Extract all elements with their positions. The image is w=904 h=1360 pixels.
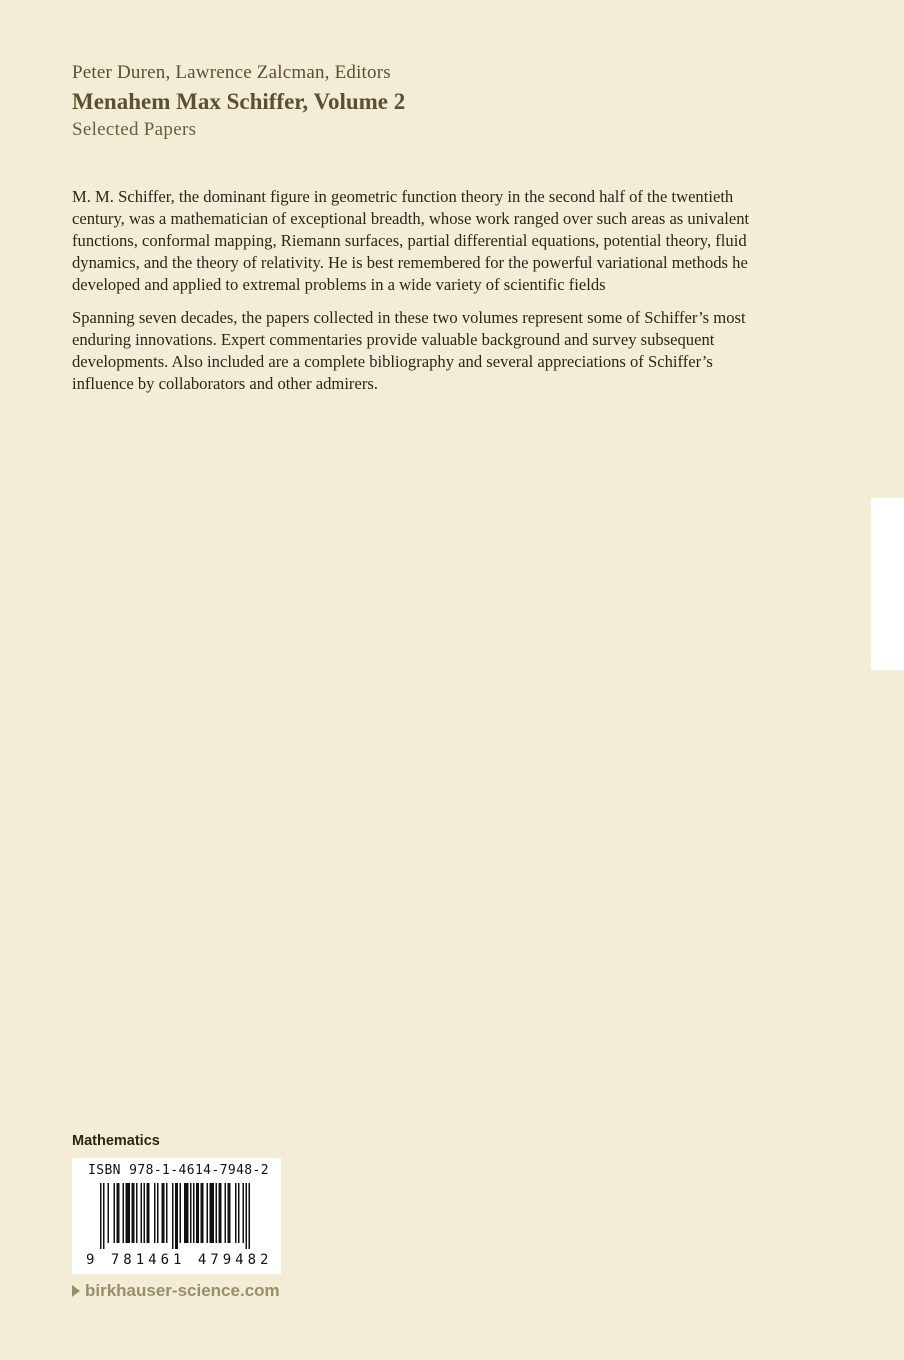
- barcode-bar: [108, 1183, 110, 1243]
- barcode-bar: [207, 1183, 209, 1243]
- barcode-bar: [249, 1183, 251, 1249]
- barcode-bar: [180, 1183, 182, 1243]
- barcode-bar: [126, 1183, 131, 1243]
- book-title: Menahem Max Schiffer, Volume 2: [72, 89, 406, 114]
- barcode: [100, 1183, 268, 1249]
- barcode-bar: [157, 1183, 159, 1243]
- subject-label: Mathematics: [72, 1133, 160, 1149]
- barcode-bar: [219, 1183, 222, 1243]
- barcode-bar: [216, 1183, 218, 1243]
- barcode-bar: [123, 1183, 125, 1243]
- description-paragraph: M. M. Schiffer, the dominant figure in geometric function theory in the second half of the twentieth century, was a mathematician of exceptional breadth, whose work ranged over such areas as univalent functions, conformal mapping, Riemann surfaces, partial differential equations, potential theory, fluid dynamics, and the theory of relativity. He is best remembered for the powerful variational methods he developed and applied to extremal problems in a wide variety of scientific fields: [72, 187, 750, 294]
- publisher-url: birkhauser-science.com: [85, 1281, 280, 1300]
- barcode-bar: [228, 1183, 231, 1243]
- barcode-bar: [100, 1183, 102, 1249]
- barcode-bar: [162, 1183, 165, 1243]
- publisher-link[interactable]: [72, 1281, 280, 1301]
- barcode-bar: [154, 1183, 156, 1243]
- barcode-bar: [103, 1183, 105, 1249]
- book-subtitle: Selected Papers: [72, 119, 197, 140]
- barcode-bar: [246, 1183, 248, 1249]
- barcode-bar: [117, 1183, 120, 1243]
- barcode-bar: [235, 1183, 237, 1243]
- barcode-bar: [114, 1183, 116, 1243]
- barcode-bar: [238, 1183, 240, 1243]
- barcode-bar: [243, 1183, 245, 1243]
- barcode-bar: [193, 1183, 195, 1243]
- description: [72, 186, 754, 406]
- barcode-bar: [144, 1183, 146, 1243]
- barcode-bar: [196, 1183, 199, 1243]
- barcode-bar: [172, 1183, 174, 1249]
- barcode-bar: [184, 1183, 189, 1243]
- barcode-bar: [166, 1183, 168, 1243]
- barcode-bar: [136, 1183, 138, 1243]
- arrow-right-icon: [72, 1285, 80, 1297]
- barcode-bar: [147, 1183, 150, 1243]
- barcode-bar: [132, 1183, 135, 1243]
- description-paragraph: Spanning seven decades, the papers collected in these two volumes represent some of Schiffer’s most enduring innovations. Expert commentaries provide valuable background and survey subsequent developments. Also included are a complete bibliography and several appreciations of Schiffer’s influence by collaborators and other admirers.: [72, 308, 746, 393]
- barcode-bar: [141, 1183, 143, 1243]
- barcode-digits: 9 781461 479482: [86, 1252, 273, 1268]
- barcode-bar: [201, 1183, 204, 1243]
- side-tab: [871, 498, 904, 670]
- isbn-label: ISBN 978-1-4614-7948-2: [88, 1163, 269, 1178]
- barcode-bar: [210, 1183, 215, 1243]
- editors-line: Peter Duren, Lawrence Zalcman, Editors: [72, 62, 391, 83]
- barcode-bar: [190, 1183, 192, 1243]
- barcode-bar: [225, 1183, 227, 1243]
- barcode-bar: [175, 1183, 178, 1249]
